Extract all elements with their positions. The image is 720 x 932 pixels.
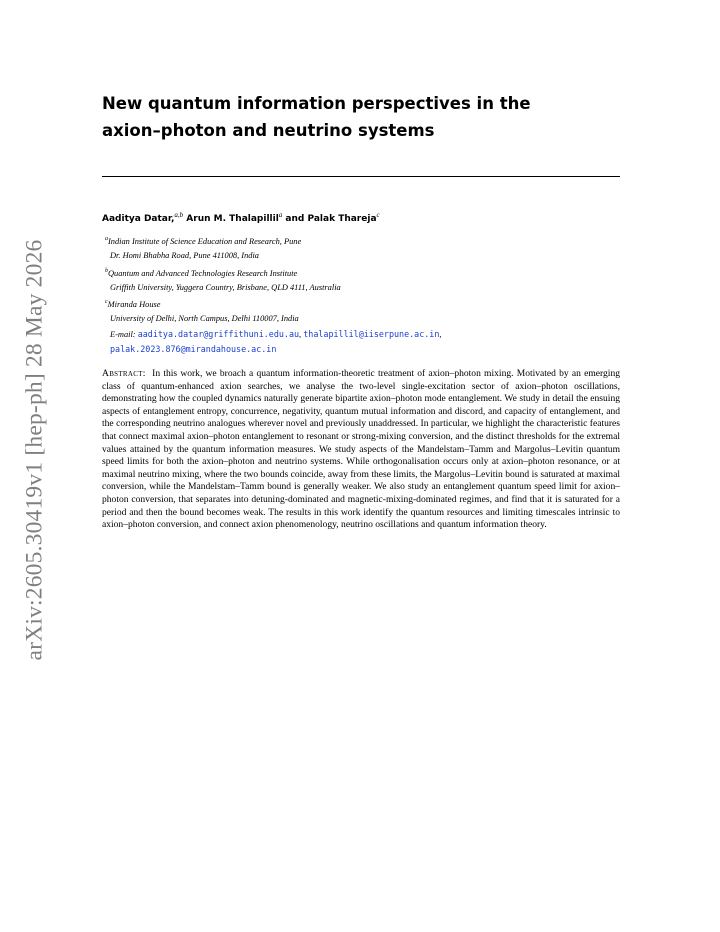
email-row (105, 327, 625, 342)
affiliations (105, 232, 625, 358)
email-link-thareja[interactable]: palak.2023.876@mirandahouse.ac.in (110, 344, 277, 355)
email-link-datar[interactable]: aaditya.datar@griffithuni.edu.au (137, 328, 300, 339)
affil-institution: Miranda House (107, 300, 161, 310)
abstract-label: Abstract: (102, 368, 146, 379)
email-row-2 (105, 342, 625, 357)
title-line-1: New quantum information perspectives in the (102, 94, 531, 113)
affil-institution: Quantum and Advanced Technologies Research Institute (108, 268, 298, 278)
affil-marker: c (105, 299, 108, 306)
email-separator: , (299, 329, 304, 339)
abstract-text: In this work, we broach a quantum information-theoretic treatment of axion–photon mixing. Motivated by an emerging class of quantum-enhanced axion searches, we analyse the two-level single-excitation sector of axion–photon oscillations, demonstrating how the coupled dynamics naturally generate bipartite axion–photon mode entanglement. We study in detail the ensuing aspects of entanglement entropy, concurrence, negativity, quantum mutual information and discord, and capacity of entanglement, and the corresponding neutrino analogues wherever novel and previously unaddressed. In particular, we highlight the characteristic features that connect maximal axion–photon entanglement to resonant or strong-mixing conversion, and the distinct thresholds for the extremal values attained by the quantum information measures. We study aspects of the Mandelstam–Tamm and Margolus–Levitin quantum speed limits for both the axion–photon and neutrino systems. While orthogonalisation occurs only at axion–photon resonance, or at maximal neutrino mixing, where the two bounds coincide, away from these limits, the Margolus–Levitin bound is saturated at maximal conversion, while the Mandelstam–Tamm bound is generally weaker. We also study an entanglement quantum speed limit for axion–photon conversion, that separates into detuning-dominated and magnetic-mixing-dominated regimes, and find that it is saturated for a period and then the bound becomes weak. The results in this work identify the quantum resources and limiting timescales intrinsic to axion–photon conversion, and connect axion phenomenology, neutrino oscillations and quantum information theory. (102, 368, 620, 531)
email-label: E-mail: (110, 329, 136, 339)
affiliation-a (105, 232, 625, 249)
affil-marker: a (105, 236, 108, 242)
affil-marker: b (105, 267, 108, 274)
title-rule (102, 176, 620, 177)
arxiv-sidebar (15, 239, 55, 661)
affiliation-b (105, 264, 625, 281)
email-link-thalapillil[interactable]: thalapillil@iiserpune.ac.in (303, 328, 440, 339)
author-affil-marker: c (376, 211, 380, 219)
author-name: and Palak Thareja (282, 214, 377, 224)
author-list (102, 211, 622, 224)
paper-title (102, 90, 622, 144)
affil-institution: Indian Institute of Science Education and Research, Pune (108, 236, 302, 246)
affiliation-c (105, 295, 625, 312)
arxiv-identifier: arXiv:2605.30419v1 [hep-ph] 28 May 2026 (21, 239, 48, 661)
affiliation-c-address: University of Delhi, North Campus, Delhi 110007, India (110, 314, 299, 324)
affiliation-a-address: Dr. Homi Bhabha Road, Pune 411008, India (110, 251, 259, 261)
author-affil-marker: a (278, 211, 283, 219)
author-affil-marker: a,b (174, 211, 184, 219)
affiliation-b-address: Griffith University, Yuggera Country, Brisbane, QLD 4111, Australia (110, 282, 341, 292)
author-name: Aaditya Datar, (102, 214, 175, 224)
abstract (102, 368, 620, 532)
email-separator: , (439, 329, 442, 339)
author-name: Arun M. Thalapillil (183, 214, 279, 224)
title-line-2: axion–photon and neutrino systems (102, 121, 435, 140)
